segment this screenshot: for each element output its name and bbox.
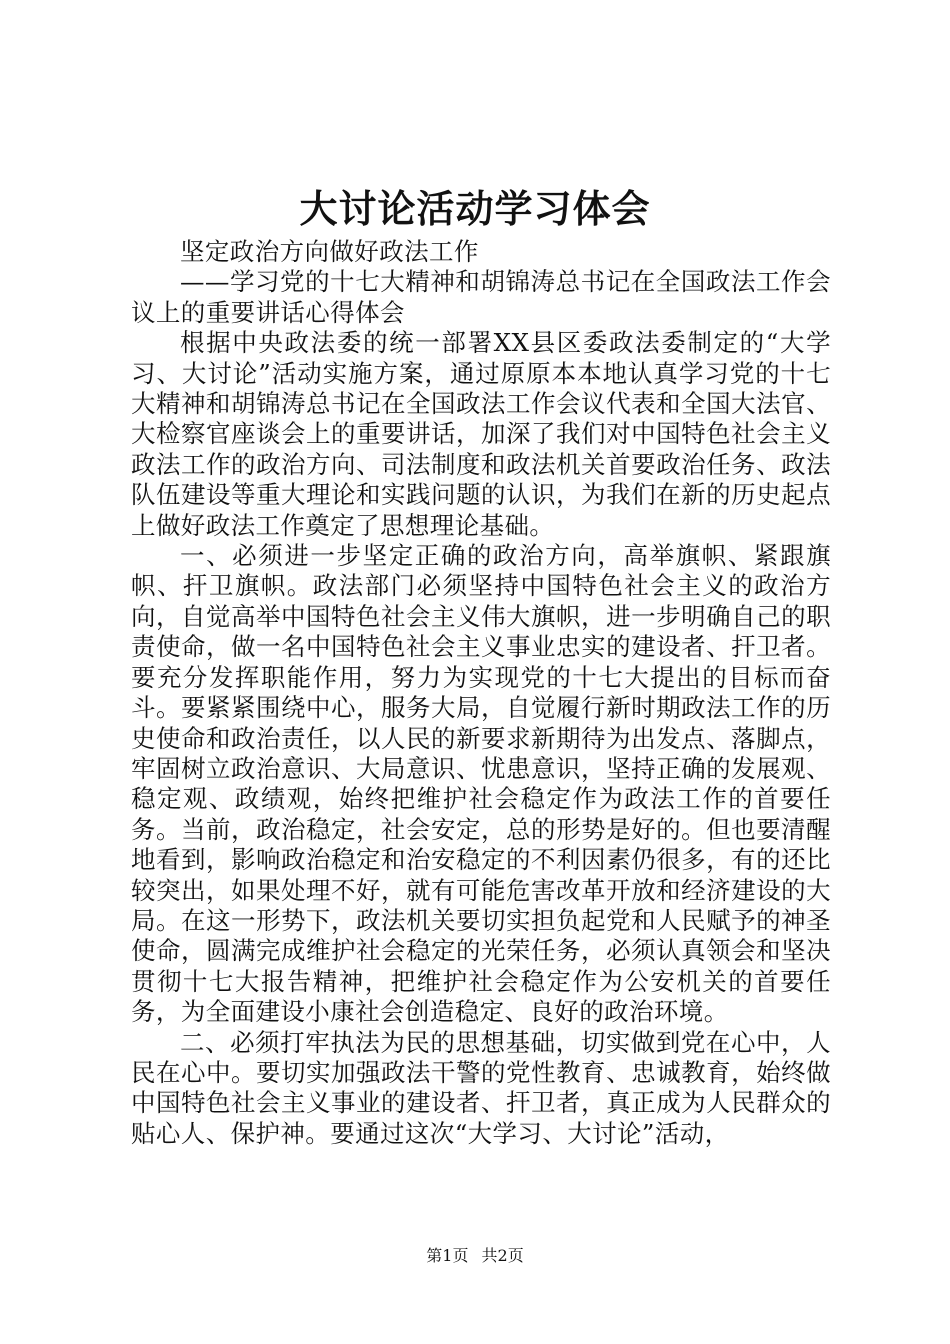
section-one-paragraph: 一、必须进一步坚定正确的政治方向，高举旗帜、紧跟旗帜、扞卫旗帜。政法部门必须坚持中国特色社会主义的政治方向，自觉高举中国特色社会主义伟大旗帜，进一步明确自己的职责使命，做一名中国特色社会主义事业忠实的建设者、扞卫者。要充分发挥职能作用，努力为实现党的十七大提出的目标而奋斗。要紧紧围绕中心，服务大局，自觉履行新时期政法工作的历史使命和政治责任，以人民的新要求新期待为出发点、落脚点，牢固树立政治意识、大局意识、忧患意识，坚持正确的发展观、稳定观、政绩观，始终把维护社会稳定作为政法工作的首要任务。当前，政治稳定，社会安定，总的形势是好的。但也要清醒地看到，影响政治稳定和治安稳定的不利因素仍很多，有的还比较突出，如果处理不好，就有可能危害改革开放和经济建设的大局。在这一形势下，政法机关要切实担负起党和人民赋予的神圣使命，圆满完成维护社会稳定的光荣任务，必须认真领会和坚决贯彻十七大报告精神，把维护社会稳定作为公安机关的首要任务，为全面建设小康社会创造稳定、良好的政治环境。: [131, 541, 831, 1027]
subheading-paragraph: ——学习党的十七大精神和胡锦涛总书记在全国政法工作会议上的重要讲话心得体会: [131, 267, 831, 327]
document-title: 大讨论活动学习体会: [299, 186, 651, 231]
subtitle-paragraph: 坚定政治方向做好政法工作: [180, 237, 479, 266]
page-footer: [0, 1245, 950, 1267]
page-total: 共2页: [481, 1246, 524, 1265]
intro-paragraph: 根据中央政法委的统一部署XX县区委政法委制定的“大学习、大讨论”活动实施方案，通过原原本本地认真学习党的十七大精神和胡锦涛总书记在全国政法工作会议代表和全国大法官、大检察官座谈会上的重要讲话，加深了我们对中国特色社会主义政法工作的政治方向、司法制度和政法机关首要政治任务、政法队伍建设等重大理论和实践问题的认识，为我们在新的历史起点上做好政法工作奠定了思想理论基础。: [131, 328, 831, 540]
document-body: [131, 237, 831, 1149]
page-number: 第1页: [426, 1246, 469, 1265]
section-two-paragraph: 二、必须打牢执法为民的思想基础，切实做到党在心中，人民在心中。要切实加强政法干警的党性教育、忠诚教育，始终做中国特色社会主义事业的建设者、扞卫者，真正成为人民群众的贴心人、保护神。要通过这次“大学习、大讨论”活动，: [131, 1027, 831, 1148]
